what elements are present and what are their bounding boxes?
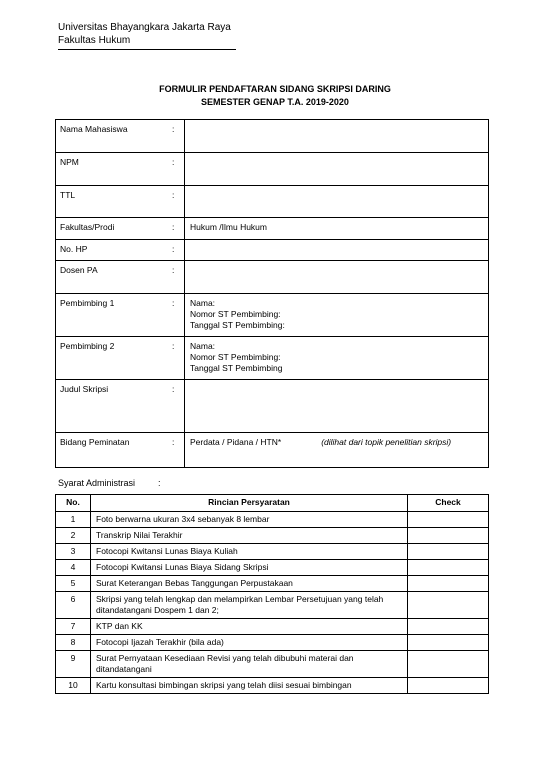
table-row [56,512,489,528]
field-label: Dosen PA [56,261,171,294]
table-row [56,651,489,678]
registration-form-table [55,119,489,468]
table-row [56,528,489,544]
check-cell[interactable] [408,635,489,651]
table-row [56,619,489,635]
npm-field[interactable] [185,153,489,186]
title-line-1: FORMULIR PENDAFTARAN SIDANG SKRIPSI DARING [159,84,391,94]
university-name: Universitas Bhayangkara Jakarta Raya [58,22,231,33]
check-cell[interactable] [408,576,489,592]
form-row-dosen-pa [56,261,489,294]
field-colon: : [170,240,185,261]
faculty-name: Fakultas Hukum [58,35,131,46]
table-row [56,576,489,592]
requirement-text: Skripsi yang telah lengkap dan melampirkan Lembar Persetujuan yang telah ditandatangani Dospem 1 dan 2; [91,592,408,619]
pembimbing-st-date-line: Tanggal ST Pembimbing: [190,320,285,330]
field-label: Judul Skripsi [56,380,171,433]
check-cell[interactable] [408,544,489,560]
field-colon: : [170,153,185,186]
col-header-detail: Rincian Persyaratan [91,495,408,512]
table-row [56,635,489,651]
requirement-text: KTP dan KK [91,619,408,635]
check-cell[interactable] [408,528,489,544]
field-colon: : [170,380,185,433]
table-row [56,560,489,576]
form-title [0,83,550,109]
field-label: No. HP [56,240,171,261]
requirement-text: Foto berwarna ukuran 3x4 sebanyak 8 lembar [91,512,408,528]
requirement-text: Fotocopi Kwitansi Lunas Biaya Sidang Skripsi [91,560,408,576]
field-label: Nama Mahasiswa [56,120,171,153]
check-cell[interactable] [408,560,489,576]
requirement-text: Fotocopi Ijazah Terakhir (bila ada) [91,635,408,651]
pembimbing-st-number-line: Nomor ST Pembimbing: [190,352,281,362]
field-colon: : [170,186,185,218]
form-row-bidang [56,433,489,468]
check-cell[interactable] [408,678,489,694]
field-label: NPM [56,153,171,186]
syarat-colon: : [158,478,161,488]
pembimbing-name-line: Nama: [190,341,216,351]
table-row [56,592,489,619]
field-label: Fakultas/Prodi [56,218,171,240]
letterhead [58,21,238,50]
field-colon: : [170,337,185,380]
field-colon: : [170,261,185,294]
row-number: 5 [56,576,91,592]
row-number: 10 [56,678,91,694]
check-cell[interactable] [408,619,489,635]
field-label: TTL [56,186,171,218]
form-row-pembimbing-2 [56,337,489,380]
field-label: Bidang Peminatan [56,433,171,468]
field-colon: : [170,433,185,468]
requirement-text: Kartu konsultasi bimbingan skripsi yang telah diisi sesuai bimbingan [91,678,408,694]
field-colon: : [170,120,185,153]
field-label: Pembimbing 1 [56,294,171,337]
fakultas-prodi-field[interactable]: Hukum /Ilmu Hukum [185,218,489,240]
syarat-label-text: Syarat Administrasi [58,478,136,488]
check-cell[interactable] [408,651,489,678]
row-number: 1 [56,512,91,528]
row-number: 2 [56,528,91,544]
pembimbing-st-number-line: Nomor ST Pembimbing: [190,309,281,319]
pembimbing-2-field[interactable] [185,337,489,380]
table-row [56,678,489,694]
bidang-options: Perdata / Pidana / HTN* [190,437,282,447]
nama-mahasiswa-field[interactable] [185,120,489,153]
title-line-2: SEMESTER GENAP T.A. 2019-2020 [201,97,349,107]
requirement-text: Transkrip Nilai Terakhir [91,528,408,544]
requirements-table [55,494,489,694]
check-cell[interactable] [408,512,489,528]
syarat-administrasi-label [58,478,161,488]
col-header-no: No. [56,495,91,512]
pembimbing-1-field[interactable] [185,294,489,337]
form-row-pembimbing-1 [56,294,489,337]
form-row-ttl [56,186,489,218]
requirement-text: Surat Pernyataan Kesediaan Revisi yang telah dibubuhi materai dan ditandatangani [91,651,408,678]
row-number: 8 [56,635,91,651]
field-colon: : [170,294,185,337]
field-colon: : [170,218,185,240]
requirements-header-row [56,495,489,512]
field-label: Pembimbing 2 [56,337,171,380]
header-rule [58,49,236,50]
requirement-text: Surat Keterangan Bebas Tanggungan Perpustakaan [91,576,408,592]
ttl-field[interactable] [185,186,489,218]
form-row-hp [56,240,489,261]
row-number: 9 [56,651,91,678]
form-row-npm [56,153,489,186]
pembimbing-st-date-line: Tanggal ST Pembimbing [190,363,283,373]
row-number: 4 [56,560,91,576]
form-row-nama [56,120,489,153]
no-hp-field[interactable] [185,240,489,261]
check-cell[interactable] [408,592,489,619]
table-row [56,544,489,560]
bidang-note: (dilihat dari topik penelitian skripsi) [321,437,452,447]
bidang-peminatan-field[interactable] [185,433,489,468]
pembimbing-name-line: Nama: [190,298,216,308]
requirement-text: Fotocopi Kwitansi Lunas Biaya Kuliah [91,544,408,560]
form-row-judul [56,380,489,433]
row-number: 7 [56,619,91,635]
row-number: 6 [56,592,91,619]
dosen-pa-field[interactable] [185,261,489,294]
judul-skripsi-field[interactable] [185,380,489,433]
row-number: 3 [56,544,91,560]
form-row-fakultas [56,218,489,240]
col-header-check: Check [408,495,489,512]
